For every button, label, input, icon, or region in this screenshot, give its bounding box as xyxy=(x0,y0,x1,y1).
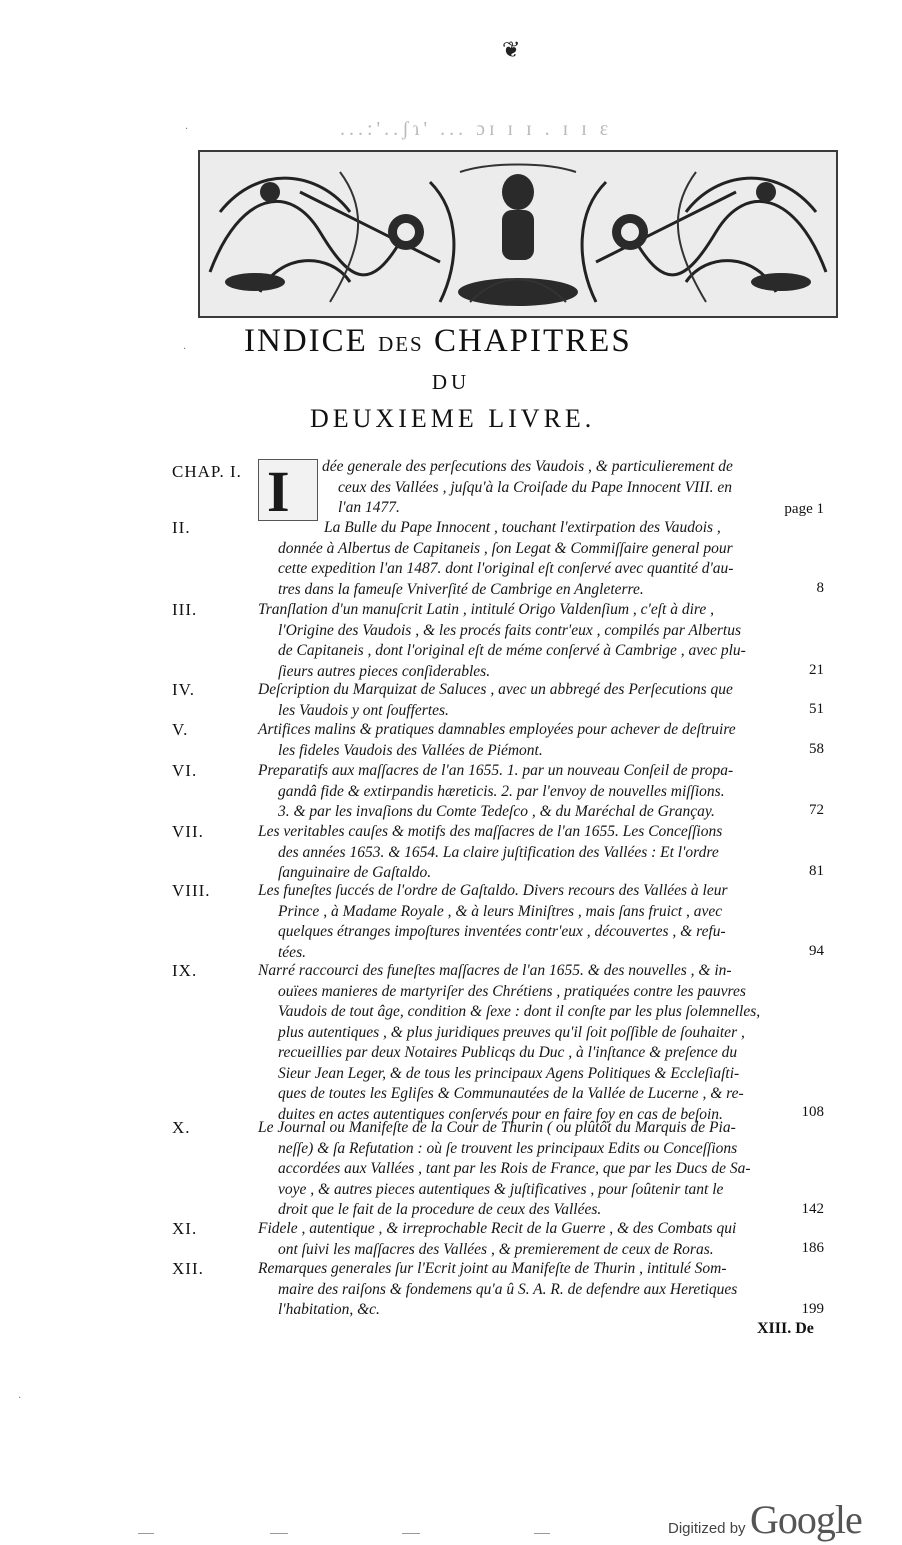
chapter-number: VIII. xyxy=(172,881,211,900)
chapter-line: ſanguinaire de Gaſtaldo. xyxy=(278,864,432,881)
chapter-line: Sieur Jean Leger, & de tous les principaux Agens Politiques & Eccleſiaſti- xyxy=(278,1064,740,1082)
page-number: 94 xyxy=(809,943,824,959)
chapter-number: XI. xyxy=(172,1219,198,1238)
chapter-line: ques de toutes les Egliſes & Communautées de la Vallée de Lucerne , & re- xyxy=(278,1085,744,1102)
chapter-line: Le Journal ou Manifeſte de la Cour de Thurin ( ou plûtôt du Marquis de Pia- xyxy=(258,1119,736,1136)
title-word-chapitres: CHAPITRES xyxy=(434,323,632,359)
scan-speck: · xyxy=(183,344,187,355)
chapter-number: V. xyxy=(172,720,189,739)
ornamental-headpiece xyxy=(198,150,838,318)
watermark-small-text: Digitized by xyxy=(668,1520,746,1537)
chapter-text xyxy=(258,822,824,884)
page-number: 81 xyxy=(809,863,824,879)
headpiece-engraving xyxy=(200,152,836,316)
chapter-number: CHAP. I. xyxy=(172,462,242,481)
chapter-text xyxy=(258,1219,824,1260)
dropcap-ornament xyxy=(258,459,318,524)
chapter-line: l'habitation, &c. xyxy=(278,1301,380,1318)
page-number: 186 xyxy=(801,1240,824,1256)
title-line-2: DU xyxy=(431,370,471,394)
chapter-line: maire des raiſons & fondemens qu'a û S. A. R. de defendre aux Heretiques xyxy=(278,1280,738,1298)
page-number: 72 xyxy=(809,802,824,818)
chapter-text xyxy=(258,881,824,963)
chapter-number: XII. xyxy=(172,1259,204,1278)
chapter-line: 3. & par les invaſions du Comte Tedeſco , & du Maréchal de Grançay. xyxy=(278,803,715,820)
page-number: page 1 xyxy=(784,501,824,517)
chapter-line: ouïees manieres de martyriſer des Chrétiens , pratiquées contre les pauvres xyxy=(278,982,746,1000)
chapter-line: La Bulle du Pape Innocent , touchant l'extirpation des Vaudois , xyxy=(324,519,721,536)
chapter-line: ſieurs autres pieces conſiderables. xyxy=(278,662,491,680)
scan-dash xyxy=(402,1533,420,1534)
chapter-number: IV. xyxy=(172,680,195,699)
chapter-line: recueillies par deux Notaires Publicqs du Duc , à l'inſtance & preſence du xyxy=(278,1044,738,1061)
chapter-line: Tranſlation d'un manuſcrit Latin , intitulé Origo Valdenſium , c'eſt à dire , xyxy=(258,601,714,618)
chapter-text xyxy=(258,680,824,721)
chapter-number: III. xyxy=(172,600,198,619)
chapter-line: voye , & autres pieces autentiques & juſtificatives , pour ſoûtenir tant le xyxy=(278,1180,724,1198)
chapter-text xyxy=(258,961,824,1125)
chapter-line: Prince , à Madame Royale , & à leurs Miniſtres , mais ſans fruict , avec xyxy=(278,902,723,920)
chapter-line: des années 1653. & 1654. La claire juſtification des Vallées : Et l'ordre xyxy=(278,843,719,861)
page-number: 108 xyxy=(801,1104,824,1120)
chapter-line: droit que le fait de la procedure de ceux des Vallées. xyxy=(278,1201,602,1218)
chapter-line: ceux des Vallées , juſqu'à la Croiſade du Pape Innocent VIII. en xyxy=(338,478,733,496)
chapter-line: l'an 1477. xyxy=(338,499,400,516)
title-word-indice: INDICE xyxy=(244,323,368,359)
chapter-line: les Vaudois y ont ſouffertes. xyxy=(278,701,449,719)
chapter-line: neſſe) & ſa Refutation : où ſe trouvent les principaux Edits ou Conceſſions xyxy=(278,1139,738,1157)
scan-speck: · xyxy=(185,124,189,135)
chapter-number: X. xyxy=(172,1118,191,1137)
scan-speck: · xyxy=(18,1393,22,1404)
title-line-3: DEUXIEME LIVRE. xyxy=(310,404,596,433)
bleed-through-text: ...:'..ʃɿ' ... ɔɪ ɪ ɪ . ɪ ɪ ɛ xyxy=(340,118,613,140)
scan-dash xyxy=(270,1533,288,1534)
catchword: XIII. De xyxy=(757,1320,814,1337)
page-number: 199 xyxy=(801,1301,824,1317)
chapter-text xyxy=(258,1259,824,1321)
scan-dash xyxy=(534,1533,550,1534)
chapter-line: Narré raccourci des funeſtes maſſacres de l'an 1655. & des nouvelles , & in- xyxy=(258,962,732,979)
chapter-text xyxy=(258,600,824,682)
page-number: 58 xyxy=(809,741,824,757)
chapter-line: duites en actes autentiques conſervés pour en faire foy en cas de beſoin. xyxy=(278,1105,723,1123)
chapter-number: VII. xyxy=(172,822,204,841)
chapter-line: Les veritables cauſes & motifs des maſſacres de l'an 1655. Les Conceſſions xyxy=(258,823,723,840)
chapter-line: Les funeſtes ſuccés de l'ordre de Gaſtaldo. Divers recours des Vallées à leur xyxy=(258,882,728,899)
watermark-google-logo: Google xyxy=(750,1497,862,1542)
chapter-number: VI. xyxy=(172,761,198,780)
chapter-text xyxy=(258,761,824,823)
chapter-text xyxy=(258,720,824,761)
chapter-line: Vaudois de tout âge, condition & ſexe : dont il conſte par les plus ſolemnelles, xyxy=(278,1003,761,1020)
page-number: 142 xyxy=(801,1201,824,1217)
chapter-text xyxy=(258,518,824,600)
chapter-line: cette expedition l'an 1487. dont l'original eſt conſervé avec quantité d'au- xyxy=(278,560,734,577)
chapter-number: IX. xyxy=(172,961,198,980)
chapter-text xyxy=(322,457,824,519)
chapter-line: l'Origine des Vaudois , & les procés faits contr'eux , compilés par Albertus xyxy=(278,621,741,639)
title-line-1 xyxy=(244,323,632,360)
digitized-by-google-watermark xyxy=(668,1496,862,1543)
chapter-line: gandâ fide & extirpandis hæreticis. 2. par l'envoy de nouvelles miſſions. xyxy=(278,782,725,800)
chapter-line: Fidele , autentique , & irreprochable Recit de la Guerre , & des Combats qui xyxy=(258,1220,737,1237)
chapter-line: plus autentiques , & plus juridiques preuves qu'il ſoit poſſible de ſouhaiter , xyxy=(278,1023,745,1041)
chapter-line: Remarques generales ſur l'Ecrit joint au Manifeſte de Thurin , intitulé Som- xyxy=(258,1260,727,1277)
chapter-line: tées. xyxy=(278,943,306,961)
fleuron-icon: ❦ xyxy=(502,38,521,63)
chapter-line: tres dans la fameuſe Vniverſité de Cambrige en Angleterre. xyxy=(278,580,644,598)
page-number: 51 xyxy=(809,701,824,717)
chapter-line: dée generale des perſecutions des Vaudois , & particulierement de xyxy=(322,458,733,475)
chapter-number: II. xyxy=(172,518,191,537)
chapter-line: Preparatifs aux maſſacres de l'an 1655. 1. par un nouveau Conſeil de propa- xyxy=(258,762,734,779)
chapter-text xyxy=(258,1118,824,1221)
chapter-line: donnée à Albertus de Capitaneis , ſon Legat & Commiſſaire general pour xyxy=(278,539,733,557)
chapter-line: de Capitaneis , dont l'original eſt de méme conſervé à Cambrige , avec plu- xyxy=(278,642,746,659)
title-word-des: DES xyxy=(378,332,424,356)
page-number: 21 xyxy=(809,662,824,678)
page-number: 8 xyxy=(816,580,824,596)
chapter-line: accordées aux Vallées , tant par les Rois de France, que par les Ducs de Sa- xyxy=(278,1160,751,1177)
chapter-line: ont ſuivi les maſſacres des Vallées , & premierement de ceux de Roras. xyxy=(278,1240,714,1258)
dropcap-letter: I xyxy=(267,459,290,524)
chapter-line: les fideles Vaudois des Vallées de Piémont. xyxy=(278,741,543,759)
chapter-line: quelques étranges impoſtures inventées contr'eux , découvertes , & refu- xyxy=(278,923,726,940)
scan-dash xyxy=(138,1533,154,1534)
chapter-line: Artifices malins & pratiques damnables employées pour achever de deſtruire xyxy=(258,721,736,738)
chapter-line: Deſcription du Marquizat de Saluces , avec un abbregé des Perſecutions que xyxy=(258,681,733,698)
